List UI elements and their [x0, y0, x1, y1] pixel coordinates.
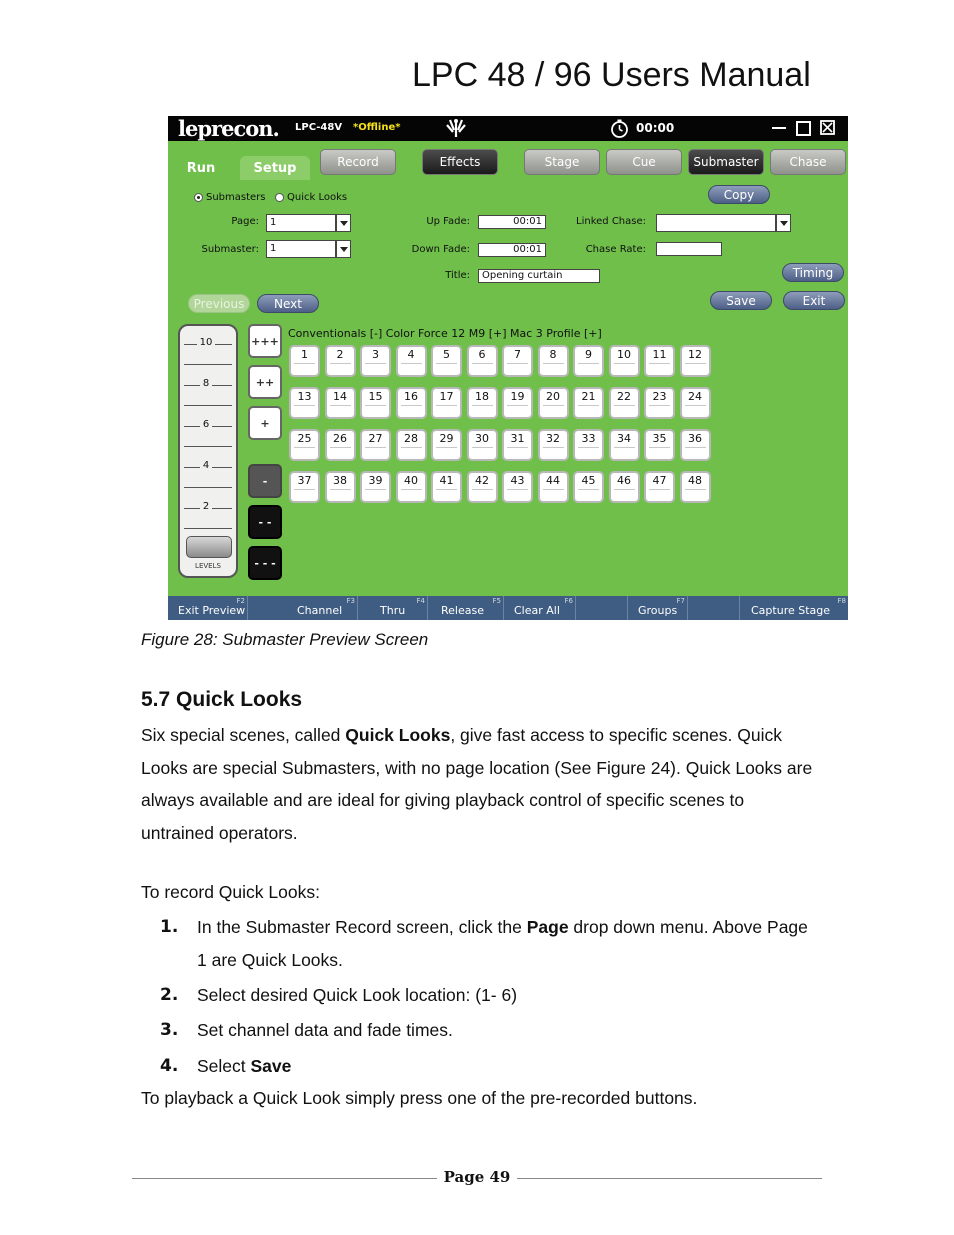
chase-rate-input[interactable]: [656, 242, 722, 256]
channel-divider: [543, 363, 564, 364]
channel-number: 25: [297, 432, 312, 445]
function-key-bar: [168, 596, 848, 620]
channel-divider: [330, 405, 351, 406]
channel-number: 40: [404, 474, 418, 487]
fkey-number: F8: [837, 597, 846, 605]
channel-number: 32: [546, 432, 560, 445]
radio-unselected-icon: [275, 193, 284, 202]
menu-cue-button[interactable]: Cue: [606, 149, 682, 175]
channel-number: 22: [617, 390, 631, 403]
channel-button[interactable]: [360, 429, 391, 461]
channel-number: 36: [688, 432, 702, 445]
radio-quick-looks-label: Quick Looks: [287, 192, 348, 203]
channel-divider: [507, 447, 528, 448]
channel-number: 6: [478, 348, 486, 361]
channel-button[interactable]: [680, 471, 711, 503]
channel-number: 18: [475, 390, 489, 403]
channel-number: 38: [333, 474, 347, 487]
channel-button[interactable]: [396, 387, 427, 419]
save-button[interactable]: [710, 291, 772, 310]
channel-divider: [685, 405, 706, 406]
channel-button[interactable]: [502, 387, 533, 419]
linked-chase-select[interactable]: [656, 214, 776, 232]
bold-term: Save: [250, 1056, 292, 1076]
submaster-label: Submaster:: [201, 244, 259, 255]
channel-button[interactable]: [573, 471, 604, 503]
channel-button[interactable]: [467, 345, 498, 377]
level-plus2-button[interactable]: ++: [248, 365, 282, 399]
channel-button[interactable]: [289, 387, 320, 419]
channel-divider: [507, 405, 528, 406]
channel-divider: [649, 363, 670, 364]
title-label: Title:: [445, 270, 470, 281]
slider-tick-label: 6: [180, 419, 232, 430]
maximize-icon[interactable]: [796, 121, 811, 136]
text-run: drop down menu. Above Page 1 are Quick Looks.: [197, 917, 808, 970]
channel-divider: [472, 405, 493, 406]
fkey-exit-preview[interactable]: [168, 596, 248, 620]
timing-button[interactable]: [782, 263, 844, 282]
channel-button[interactable]: [609, 429, 640, 461]
channel-number: 16: [404, 390, 418, 403]
channel-number: 7: [514, 348, 521, 361]
up-fade-label: Up Fade:: [426, 216, 470, 227]
step-text: [197, 911, 817, 976]
channel-divider: [401, 405, 422, 406]
section-heading: 5.7 Quick Looks: [141, 688, 303, 711]
text-run: Set channel data and fade times.: [197, 1020, 453, 1040]
channel-number: 47: [652, 474, 667, 487]
fkey-capture-stage[interactable]: [740, 596, 848, 620]
channel-number: 45: [581, 474, 596, 487]
exit-button-label: Exit: [802, 293, 826, 308]
slider-tick: [184, 405, 232, 406]
radio-quick-looks[interactable]: [275, 192, 347, 203]
channel-divider: [294, 405, 315, 406]
fkey-thru[interactable]: [358, 596, 428, 620]
fkey-number: F7: [676, 597, 685, 605]
menu-chase-button[interactable]: Chase: [770, 149, 846, 175]
channel-button[interactable]: [325, 471, 356, 503]
level-plus-button[interactable]: +: [248, 406, 282, 440]
slider-tick-label: 8: [180, 378, 232, 389]
channel-divider: [649, 447, 670, 448]
channel-button[interactable]: [325, 345, 356, 377]
channel-button[interactable]: [289, 471, 320, 503]
footer-rule: [132, 1178, 437, 1179]
clock-readout: 00:00: [636, 121, 675, 135]
channel-number: 8: [549, 348, 557, 361]
channel-divider: [543, 405, 564, 406]
step-number: 2.: [160, 985, 179, 1005]
channel-number: 17: [439, 390, 454, 403]
copy-button[interactable]: [708, 185, 770, 204]
submaster-select[interactable]: 1: [266, 240, 336, 258]
slider-tick-label: 10: [180, 337, 232, 348]
closing-text: To playback a Quick Look simply press one of the pre-recorded buttons.: [141, 1088, 698, 1108]
channel-number: 31: [510, 432, 525, 445]
channel-divider: [365, 405, 386, 406]
channel-number: 28: [404, 432, 418, 445]
tab-run[interactable]: Run: [168, 156, 234, 180]
brand-logo: leprecon.: [178, 116, 279, 141]
channel-divider: [401, 489, 422, 490]
channel-divider: [578, 405, 599, 406]
save-button-label: Save: [726, 293, 756, 308]
fkey-number: F6: [564, 597, 573, 605]
channel-button[interactable]: [325, 387, 356, 419]
channel-divider: [578, 489, 599, 490]
step-text: [197, 979, 817, 1012]
text-run: Select desired Quick Look location: (1- 6): [197, 985, 518, 1005]
channel-number: 4: [407, 348, 415, 361]
page-select[interactable]: 1: [266, 214, 336, 232]
fixture-types-line[interactable]: Conventionals [-] Color Force 12 M9 [+] Mac 3 Profile [+]: [288, 327, 602, 340]
channel-button[interactable]: [680, 345, 711, 377]
channel-number: 21: [581, 390, 596, 403]
channel-divider: [472, 363, 493, 364]
menu-submaster-button[interactable]: Submaster: [688, 149, 764, 175]
exit-button[interactable]: [783, 291, 845, 310]
previous-button[interactable]: [188, 294, 250, 313]
channel-divider: [365, 447, 386, 448]
fkey-number: F5: [492, 597, 501, 605]
channel-divider: [685, 447, 706, 448]
channel-button[interactable]: [609, 471, 640, 503]
channel-button[interactable]: [360, 345, 391, 377]
channel-divider: [543, 447, 564, 448]
channel-button[interactable]: [644, 387, 675, 419]
channel-number: 48: [688, 474, 702, 487]
channel-divider: [294, 363, 315, 364]
fkey-label: Release: [441, 604, 484, 617]
step-number: 4.: [160, 1056, 179, 1076]
fkey-groups[interactable]: [628, 596, 688, 620]
slider-handle[interactable]: [186, 536, 232, 558]
linked-chase-label: Linked Chase:: [576, 216, 646, 227]
channel-button[interactable]: [538, 429, 569, 461]
slider-tick: [184, 487, 232, 488]
channel-button[interactable]: [396, 429, 427, 461]
app-screenshot: [168, 116, 848, 620]
step-text: [197, 1050, 817, 1083]
channel-number: 23: [652, 390, 667, 403]
timing-button-label: Timing: [792, 265, 834, 280]
channel-divider: [436, 405, 457, 406]
model-label: LPC-48V: [295, 122, 343, 133]
intro-text: To record Quick Looks:: [141, 882, 320, 902]
channel-number: 43: [510, 474, 525, 487]
channel-button[interactable]: [431, 471, 462, 503]
channel-button[interactable]: [289, 345, 320, 377]
level-minus-button[interactable]: -: [248, 464, 282, 498]
channel-divider: [365, 363, 386, 364]
slider-label: LEVELS: [195, 562, 221, 570]
channel-divider: [578, 363, 599, 364]
level-minus3-button[interactable]: - - -: [248, 546, 282, 580]
text-run: Select: [197, 1056, 251, 1076]
channel-number: 5: [443, 348, 450, 361]
step-number: 1.: [160, 917, 179, 937]
channel-divider: [436, 447, 457, 448]
channel-divider: [649, 489, 670, 490]
channel-divider: [330, 447, 351, 448]
bird-icon: [444, 117, 468, 139]
slider-tick-label: 2: [180, 501, 232, 512]
close-icon[interactable]: [820, 120, 835, 135]
channel-divider: [472, 489, 493, 490]
channel-button[interactable]: [538, 345, 569, 377]
channel-divider: [294, 489, 315, 490]
channel-button[interactable]: [360, 387, 391, 419]
channel-number: 24: [688, 390, 702, 403]
fkey-number: F2: [236, 597, 245, 605]
channel-button[interactable]: [396, 345, 427, 377]
channel-number: 19: [510, 390, 525, 403]
document-title: LPC 48 / 96 Users Manual: [412, 56, 811, 94]
channel-button[interactable]: [502, 471, 533, 503]
copy-button-label: Copy: [723, 187, 755, 202]
channel-button[interactable]: [431, 387, 462, 419]
channel-divider: [614, 447, 635, 448]
fkey-label: Channel: [297, 604, 343, 617]
radio-submasters-label: Submasters: [206, 192, 266, 203]
channel-number: 14: [333, 390, 347, 403]
channel-number: 30: [475, 432, 489, 445]
fkey-label: Clear All: [514, 604, 560, 617]
channel-divider: [614, 489, 635, 490]
radio-selected-icon: [194, 193, 203, 202]
fkey-label: Exit Preview: [178, 604, 246, 617]
channel-number: 42: [475, 474, 489, 487]
fkey-release[interactable]: [428, 596, 504, 620]
fkey-label: Capture Stage: [751, 604, 831, 617]
channel-button[interactable]: [396, 471, 427, 503]
footer-rule: [517, 1178, 822, 1179]
channel-number: 35: [652, 432, 667, 445]
menu-stage-button[interactable]: Stage: [524, 149, 600, 175]
channel-divider: [330, 489, 351, 490]
previous-button-label: Previous: [193, 296, 245, 311]
channel-divider: [330, 363, 351, 364]
channel-number: 29: [439, 432, 454, 445]
menu-record-button[interactable]: Record: [320, 149, 396, 175]
slider-tick: [184, 364, 232, 365]
level-slider[interactable]: [178, 324, 238, 578]
channel-divider: [543, 489, 564, 490]
channel-button[interactable]: [573, 429, 604, 461]
channel-number: 10: [617, 348, 631, 361]
channel-number: 39: [368, 474, 383, 487]
level-minus2-button[interactable]: - -: [248, 505, 282, 539]
step-text: [197, 1014, 817, 1047]
channel-button[interactable]: [502, 345, 533, 377]
channel-button[interactable]: [467, 387, 498, 419]
fkey-number: F3: [346, 597, 355, 605]
channel-number: 37: [297, 474, 312, 487]
channel-divider: [578, 447, 599, 448]
channel-button[interactable]: [360, 471, 391, 503]
text-run: , give fast access to specific scenes. Quick Looks are special Submasters, with no page location (See Figure 24). Quick Looks are always available and are ideal for giving playback control of specific scenes to untrained operators.: [141, 725, 813, 843]
title-bar: [168, 116, 848, 141]
channel-number: 2: [336, 348, 344, 361]
fkey-label: Groups: [638, 604, 678, 617]
channel-button[interactable]: [609, 345, 640, 377]
channel-divider: [685, 489, 706, 490]
channel-number: 41: [439, 474, 454, 487]
slider-tick: [184, 528, 232, 529]
figure-caption: Figure 28: Submaster Preview Screen: [141, 630, 429, 649]
page-dropdown-icon[interactable]: [336, 214, 351, 232]
slider-tick-label: 4: [180, 460, 232, 471]
channel-divider: [614, 405, 635, 406]
channel-number: 15: [368, 390, 383, 403]
page-number: Page 49: [443, 1168, 511, 1186]
text-run: Six special scenes, called: [141, 725, 346, 745]
channel-number: 33: [581, 432, 596, 445]
fkey-clear-all[interactable]: [504, 596, 576, 620]
channel-button[interactable]: [431, 345, 462, 377]
bold-term: Quick Looks: [345, 725, 451, 745]
radio-submasters[interactable]: [194, 192, 266, 203]
channel-number: 13: [297, 390, 312, 403]
channel-button[interactable]: [467, 429, 498, 461]
channel-button[interactable]: [573, 345, 604, 377]
slider-tick: [184, 446, 232, 447]
channel-divider: [365, 489, 386, 490]
channel-divider: [436, 489, 457, 490]
down-fade-input[interactable]: 00:01: [478, 243, 546, 257]
step-number: 3.: [160, 1020, 179, 1040]
fkey-number: F4: [416, 597, 425, 605]
channel-number: 46: [617, 474, 631, 487]
fkey-label: Thru: [380, 604, 406, 617]
channel-divider: [436, 363, 457, 364]
channel-button[interactable]: [325, 429, 356, 461]
next-button-label: Next: [274, 296, 302, 311]
level-plus3-button[interactable]: +++: [248, 324, 282, 358]
minimize-icon[interactable]: [772, 127, 786, 129]
channel-button[interactable]: [289, 429, 320, 461]
channel-button[interactable]: [680, 387, 711, 419]
channel-button[interactable]: [644, 429, 675, 461]
channel-number: 34: [617, 432, 631, 445]
channel-number: 11: [652, 348, 667, 361]
channel-divider: [294, 447, 315, 448]
channel-divider: [685, 363, 706, 364]
channel-divider: [507, 489, 528, 490]
channel-button[interactable]: [573, 387, 604, 419]
channel-button[interactable]: [644, 471, 675, 503]
linked-chase-dropdown-icon[interactable]: [776, 214, 791, 232]
channel-divider: [649, 405, 670, 406]
channel-number: 27: [368, 432, 383, 445]
channel-button[interactable]: [538, 387, 569, 419]
channel-number: 20: [546, 390, 560, 403]
fkey-channel[interactable]: [248, 596, 358, 620]
title-input[interactable]: Opening curtain: [478, 269, 600, 283]
channel-number: 1: [301, 348, 308, 361]
text-run: In the Submaster Record screen, click the: [197, 917, 527, 937]
channel-button[interactable]: [680, 429, 711, 461]
channel-divider: [472, 447, 493, 448]
channel-divider: [507, 363, 528, 364]
fkey-empty[interactable]: [576, 596, 628, 620]
clock-icon: [610, 119, 629, 138]
channel-number: 26: [333, 432, 347, 445]
submaster-dropdown-icon[interactable]: [336, 240, 351, 258]
page-label: Page:: [231, 216, 259, 227]
chase-rate-label: Chase Rate:: [585, 244, 646, 255]
channel-divider: [401, 363, 422, 364]
down-fade-label: Down Fade:: [411, 244, 470, 255]
status-badge: *Offline*: [353, 122, 401, 133]
channel-button[interactable]: [538, 471, 569, 503]
paragraph-quick-looks: [141, 719, 821, 849]
channel-button[interactable]: [644, 345, 675, 377]
channel-button[interactable]: [609, 387, 640, 419]
fkey-empty[interactable]: [688, 596, 740, 620]
channel-button[interactable]: [431, 429, 462, 461]
bold-term: Page: [526, 917, 569, 937]
channel-number: 12: [688, 348, 702, 361]
channel-number: 9: [585, 348, 592, 361]
tab-setup[interactable]: Setup: [240, 156, 310, 180]
channel-divider: [401, 447, 422, 448]
channel-button[interactable]: [467, 471, 498, 503]
channel-divider: [614, 363, 635, 364]
menu-effects-button[interactable]: Effects: [422, 149, 498, 175]
up-fade-input[interactable]: 00:01: [478, 215, 546, 229]
channel-button[interactable]: [502, 429, 533, 461]
channel-number: 3: [372, 348, 379, 361]
channel-number: 44: [546, 474, 560, 487]
next-button[interactable]: [257, 294, 319, 313]
